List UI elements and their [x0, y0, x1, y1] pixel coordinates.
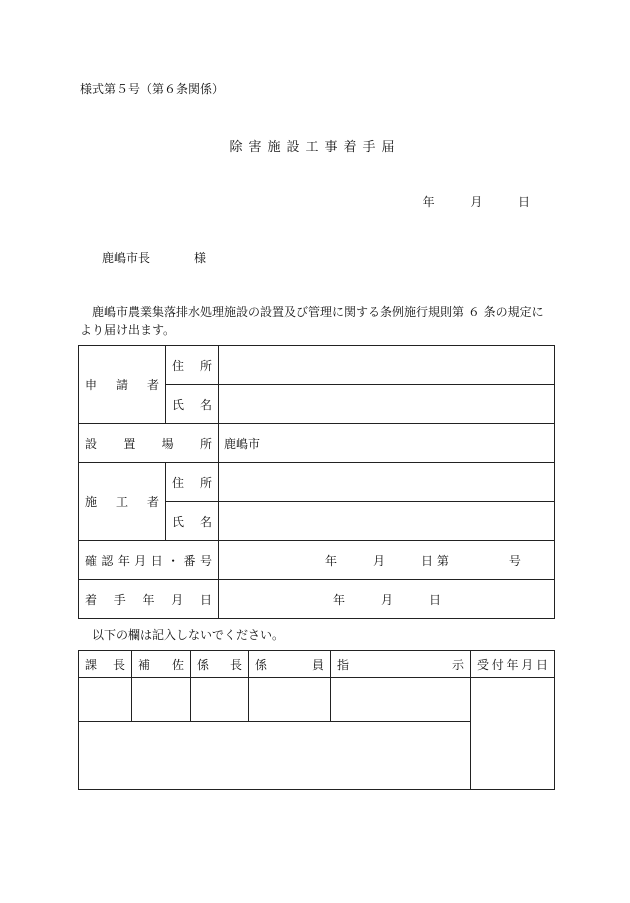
- cell-assistant[interactable]: [132, 678, 191, 722]
- contractor-name-field[interactable]: [219, 502, 555, 541]
- cell-remarks[interactable]: [79, 722, 471, 790]
- office-use-note: 以下の欄は記入しないでください。: [92, 628, 285, 642]
- start-year-label: 年: [333, 592, 346, 607]
- start-date-label: 着 手 年 月 日: [79, 580, 219, 619]
- contractor-address-field[interactable]: [219, 463, 555, 502]
- cell-received-date[interactable]: [471, 678, 555, 790]
- applicant-name-field[interactable]: [219, 385, 555, 424]
- applicant-address-field[interactable]: [219, 346, 555, 385]
- cell-subsection-chief[interactable]: [191, 678, 249, 722]
- submission-date: [423, 193, 530, 210]
- contractor-address-label: 住 所: [166, 463, 219, 502]
- application-table: [78, 345, 555, 619]
- start-date-field[interactable]: [219, 580, 555, 619]
- applicant-label: [79, 346, 166, 424]
- recipient-name: 鹿嶋市長: [102, 251, 151, 265]
- start-month-label: 月: [381, 592, 394, 607]
- date-year-label: 年: [422, 195, 435, 209]
- form-title: 除害施設工事着手届: [229, 140, 401, 155]
- location-field[interactable]: 鹿嶋市: [219, 424, 555, 463]
- header-section-chief: 課 長: [79, 651, 132, 678]
- contractor-name-label: 氏 名: [166, 502, 219, 541]
- confirmation-number-label: 号: [508, 553, 521, 568]
- header-instruction: 指 示: [331, 651, 471, 678]
- cell-instruction[interactable]: [331, 678, 471, 722]
- header-subsection-chief: 係 長: [191, 651, 249, 678]
- body-text: 鹿嶋市農業集落排水処理施設の設置及び管理に関する条例施行規則第 ６ 条の規定により届け出ます。: [80, 305, 544, 337]
- confirmation-year-label: 年: [325, 553, 338, 568]
- recipient-honorific: 様: [194, 251, 207, 265]
- applicant-address-label: 住 所: [166, 346, 219, 385]
- cell-section-chief[interactable]: [79, 678, 132, 722]
- header-staff: 係 員: [249, 651, 331, 678]
- header-assistant: 補 佐: [132, 651, 191, 678]
- confirmation-label: 確 認 年 月 日 ・ 番 号: [79, 541, 219, 580]
- date-day-label: 日: [517, 195, 530, 209]
- applicant-label-chars: 申 請 者: [85, 378, 159, 392]
- contractor-label: 施 工 者: [79, 463, 166, 541]
- confirmation-day-no-label: 日 第: [421, 553, 449, 568]
- office-use-table: [78, 650, 555, 790]
- location-label: 設 置 場 所: [79, 424, 219, 463]
- recipient: [102, 249, 206, 266]
- applicant-name-label: 氏 名: [166, 385, 219, 424]
- confirmation-month-label: 月: [373, 553, 386, 568]
- start-day-label: 日: [429, 592, 442, 607]
- form-number: 様式第５号（第６条関係）: [80, 82, 225, 96]
- header-received-date: 受 付 年 月 日: [471, 651, 555, 678]
- confirmation-date-number-field[interactable]: [219, 541, 555, 580]
- date-month-label: 月: [470, 195, 483, 209]
- cell-staff[interactable]: [249, 678, 331, 722]
